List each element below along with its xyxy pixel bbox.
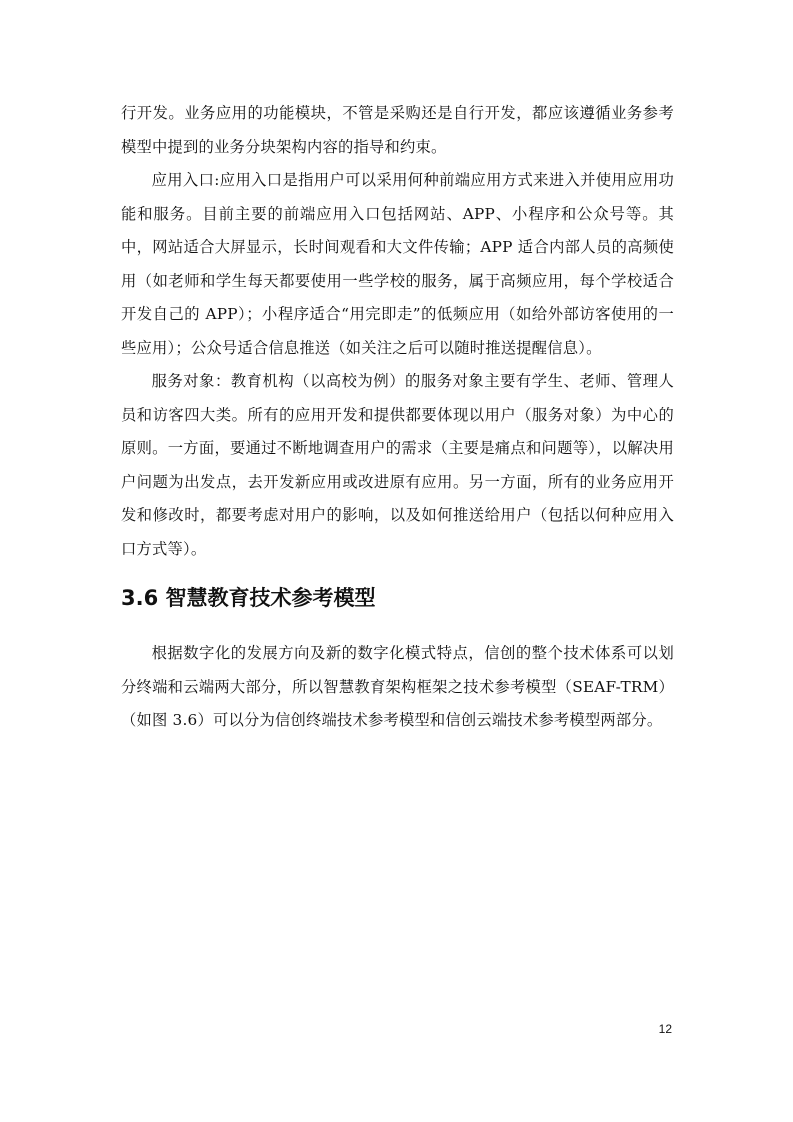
paragraph-continuation: 行开发。业务应用的功能模块，不管是采购还是自行开发，都应该遵循业务参考模型中提到的业务分块架构内容的指导和约束。 bbox=[121, 104, 674, 156]
body-text-section-1 bbox=[121, 97, 674, 566]
section-heading: 3.6 智慧教育技术参考模型 bbox=[121, 586, 376, 610]
paragraph-service-targets: 服务对象：教育机构（以高校为例）的服务对象主要有学生、老师、管理人员和访客四大类。所有的应用开发和提供都要体现以用户（服务对象）为中心的原则。一方面，要通过不断地调查用户的需求（主要是痛点和问题等），以解决用户问题为出发点，去开发新应用或改进原有应用。另一方面，所有的业务应用开发和修改时，都要考虑对用户的影响，以及如何推送给用户（包括以何种应用入口方式等）。 bbox=[121, 372, 674, 558]
page-number: 12 bbox=[658, 1022, 672, 1036]
paragraph-tech-model: 根据数字化的发展方向及新的数字化模式特点，信创的整个技术体系可以划分终端和云端两大部分，所以智慧教育架构框架之技术参考模型（SEAF-TRM）（如图 3.6）可以分为信创终端技术参考模型和信创云端技术参考模型两部分。 bbox=[121, 644, 674, 729]
paragraph-app-entry: 应用入口:应用入口是指用户可以采用何种前端应用方式来进入并使用应用功能和服务。目前主要的前端应用入口包括网站、APP、小程序和公众号等。其中，网站适合大屏显示，长时间观看和大文件传输；APP 适合内部人员的高频使用（如老师和学生每天都要使用一些学校的服务，属于高频应用，每个学校适合开发自己的 APP）；小程序适合“用完即走”的低频应用（如给外部访客使用的一些应用）；公众号适合信息推送（如关注之后可以随时推送提醒信息）。 bbox=[121, 171, 674, 357]
body-text-section-2 bbox=[121, 637, 674, 738]
